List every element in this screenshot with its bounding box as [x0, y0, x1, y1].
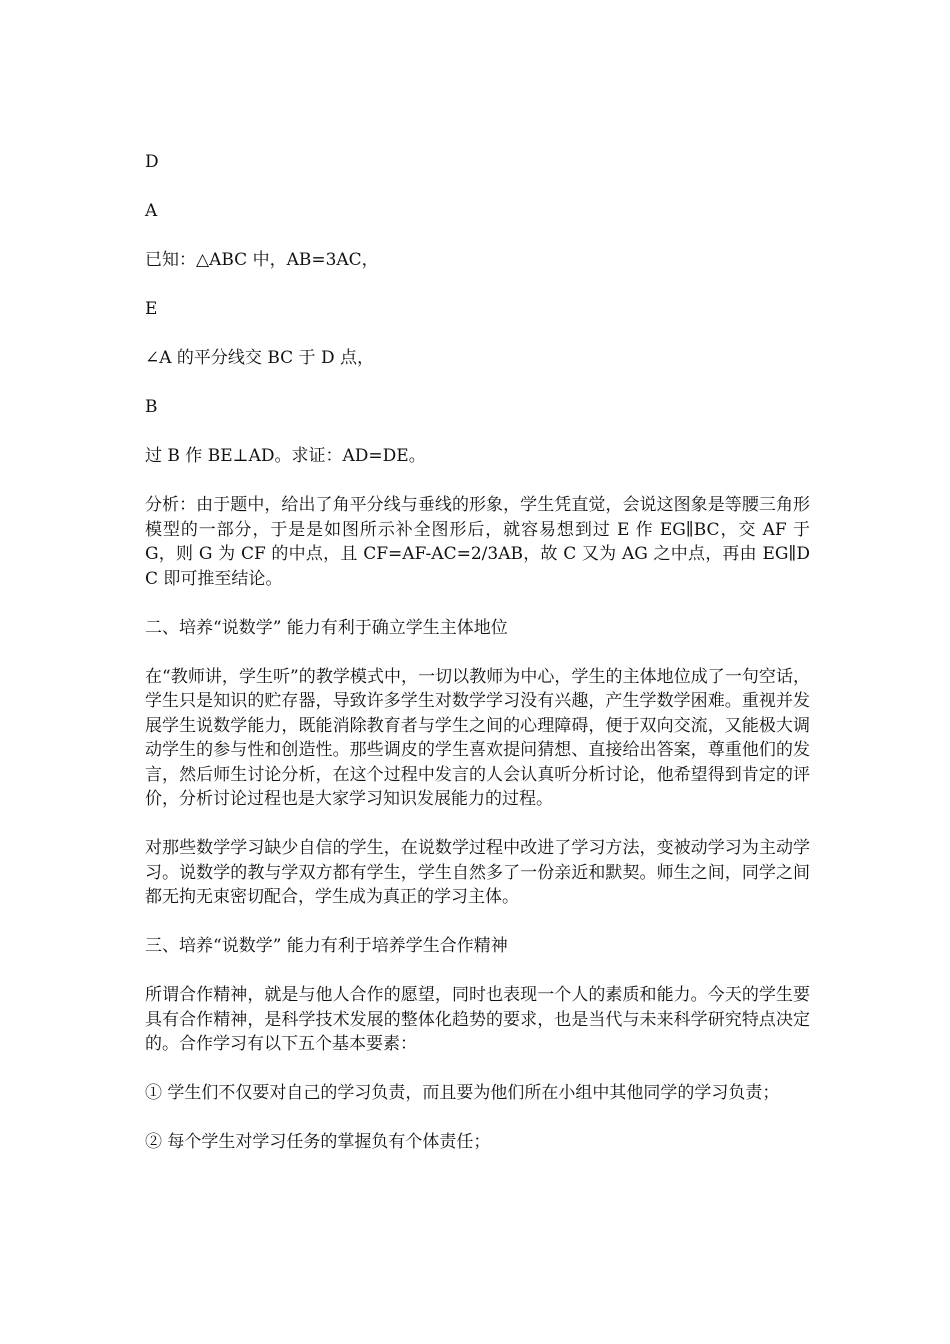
figure-label-a: A [145, 201, 158, 221]
given-condition-2: ∠A 的平分线交 BC 于 D 点， [145, 348, 374, 368]
list-item-2: ② 每个学生对学习任务的掌握负有个体责任； [145, 1132, 491, 1152]
document-body [145, 150, 810, 1179]
list-item-1: ① 学生们不仅要对自己的学习负责，而且要为他们所在小组中其他同学的学习负责； [145, 1083, 780, 1103]
section-heading-2: 二、培养“说数学” 能力有利于确立学生主体地位 [145, 617, 508, 638]
given-condition-3: 过 B 作 BE⊥AD。求证：AD=DE。 [145, 446, 426, 466]
figure-label-b: B [145, 397, 158, 417]
body-paragraph: 对那些数学学习缺少自信的学生，在说数学过程中改进了学习方法，变被动学习为主动学习。说数学的教与学双方都有学生，学生自然多了一份亲近和默契。师生之间，同学之间都无拘无束密切配合，学生成为真正的学习主体。 [145, 838, 810, 907]
body-paragraph: 在“教师讲，学生听”的教学模式中，一切以教师为中心，学生的主体地位成了一句空话，学生只是知识的贮存器，导致许多学生对数学学习没有兴趣，产生学数学困难。重视并发展学生说数学能力，既能消除教育者与学生之间的心理障碍，便于双向交流，又能极大调动学生的参与性和创造性。那些调皮的学生喜欢提问猜想、直接给出答案，尊重他们的发言，然后师生讨论分析，在这个过程中发言的人会认真听分析讨论，他希望得到肯定的评价，分析讨论过程也是大家学习知识发展能力的过程。 [145, 666, 810, 809]
given-condition-1: 已知：△ABC 中，AB=3AC， [145, 250, 379, 270]
figure-label-d: D [145, 152, 159, 172]
figure-label-e: E [145, 299, 158, 319]
analysis-paragraph: 分析：由于题中，给出了角平分线与垂线的形象，学生凭直觉，会说这图象是等腰三角形模型的一部分，于是是如图所示补全图形后，就容易想到过 E 作 EG∥BC，交 AF 于 G，则 G 为 CF 的中点，且 CF=AF-AC=2/3AB，故 C 又为 AG 之中点，再由 EG∥DC 即可推至结论。 [145, 495, 810, 589]
body-paragraph: 所谓合作精神，就是与他人合作的愿望，同时也表现一个人的素质和能力。今天的学生要具有合作精神，是科学技术发展的整体化趋势的要求，也是当代与未来科学研究特点决定的。合作学习有以下五个基本要素： [145, 985, 810, 1054]
section-heading-3: 三、培养“说数学” 能力有利于培养学生合作精神 [145, 936, 508, 956]
